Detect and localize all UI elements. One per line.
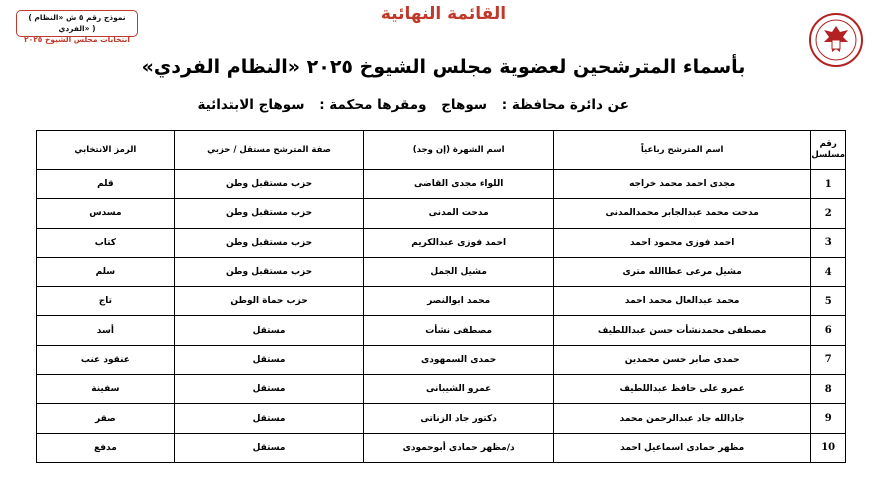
candidates-table [36, 130, 846, 463]
table-row [37, 287, 846, 316]
candidate-name: جادالله جاد عبدالرحمن محمد [553, 404, 810, 433]
election-symbol: مسدس [37, 199, 175, 228]
election-symbol: تاج [37, 287, 175, 316]
col-header-alias: اسم الشهرة (إن وجد) [364, 131, 554, 170]
district-line [187, 97, 629, 113]
court-value: سوهاج الابتدائية [197, 97, 305, 113]
final-list-title: القائمة النهائية [380, 4, 507, 24]
col-header-name: اسم المترشح رباعياً [553, 131, 810, 170]
candidate-status: حزب مستقبل وطن [174, 199, 364, 228]
candidate-alias: عمرو الشيبانى [364, 375, 554, 404]
col-header-status: صفة المترشح مستقل / حزبي [174, 131, 364, 170]
table-row [37, 257, 846, 286]
candidate-alias: د/مظهر حمادى أبوحمودى [364, 433, 554, 462]
candidate-status: مستقل [174, 345, 364, 374]
page-title: بأسماء المترشحين لعضوية مجلس الشيوخ ٢٠٢٥ «النظام الفردي» [141, 56, 746, 78]
candidate-status: حزب حماة الوطن [174, 287, 364, 316]
candidate-status: مستقل [174, 316, 364, 345]
table-row [37, 228, 846, 257]
candidate-name: احمد فوزى محمود احمد [553, 228, 810, 257]
candidate-alias: اللواء مجدى القاضى [364, 170, 554, 199]
row-number: 5 [811, 287, 846, 316]
election-symbol: صقر [37, 404, 175, 433]
candidate-alias: مشيل الجمل [364, 257, 554, 286]
election-label: انتخابات مجلس الشيوخ ٢٠٢٥ [24, 35, 130, 44]
candidate-name: مجدى احمد محمد خراجه [553, 170, 810, 199]
row-number: 2 [811, 199, 846, 228]
election-symbol: مدفع [37, 433, 175, 462]
table-row [37, 375, 846, 404]
row-number: 3 [811, 228, 846, 257]
table-row [37, 316, 846, 345]
row-number: 7 [811, 345, 846, 374]
candidate-name: مدحت محمد عبدالجابر محمدالمدنى [553, 199, 810, 228]
table-row [37, 170, 846, 199]
table-header-row [37, 131, 846, 170]
row-number: 9 [811, 404, 846, 433]
district-label: عن دائرة محافظة : [501, 97, 629, 113]
candidate-status: مستقل [174, 433, 364, 462]
form-number-label: ( نموذج رقم ٥ ش «النظام الفردي» ) [28, 13, 126, 33]
candidate-status: مستقل [174, 404, 364, 433]
candidate-status: حزب مستقبل وطن [174, 170, 364, 199]
col-header-symbol: الرمز الانتخابي [37, 131, 175, 170]
row-number: 8 [811, 375, 846, 404]
candidate-name: عمرو على حافظ عبداللطيف [553, 375, 810, 404]
table-row [37, 404, 846, 433]
candidate-alias: محمد ابوالنصر [364, 287, 554, 316]
row-number: 4 [811, 257, 846, 286]
table-row [37, 199, 846, 228]
candidate-name: محمد عبدالعال محمد احمد [553, 287, 810, 316]
election-symbol: قلم [37, 170, 175, 199]
row-number: 6 [811, 316, 846, 345]
candidate-name: مصطفى محمدنشأت حسن عبداللطيف [553, 316, 810, 345]
candidate-alias: احمد فوزى عبدالكريم [364, 228, 554, 257]
candidate-alias: مصطفى نشأت [364, 316, 554, 345]
col-header-serial: رقم مسلسل [811, 131, 846, 170]
candidate-status: مستقل [174, 375, 364, 404]
election-symbol: عنقود عنب [37, 345, 175, 374]
election-symbol: سلم [37, 257, 175, 286]
candidate-alias: دكتور جاد الزناتى [364, 404, 554, 433]
candidate-status: حزب مستقبل وطن [174, 228, 364, 257]
election-symbol: أسد [37, 316, 175, 345]
candidate-name: مظهر حمادى اسماعيل احمد [553, 433, 810, 462]
table-row [37, 345, 846, 374]
election-symbol: كتاب [37, 228, 175, 257]
candidate-status: حزب مستقبل وطن [174, 257, 364, 286]
candidate-alias: حمدى السمهودى [364, 345, 554, 374]
table-row [37, 433, 846, 462]
row-number: 10 [811, 433, 846, 462]
candidate-name: مشيل مرعى عطاالله مترى [553, 257, 810, 286]
candidate-alias: مدحت المدنى [364, 199, 554, 228]
election-symbol: سفينة [37, 375, 175, 404]
court-label: ومقرها محكمة : [319, 97, 427, 113]
row-number: 1 [811, 170, 846, 199]
candidate-name: حمدى صابر حسن محمدين [553, 345, 810, 374]
governorate-value: سوهاج [441, 97, 488, 113]
